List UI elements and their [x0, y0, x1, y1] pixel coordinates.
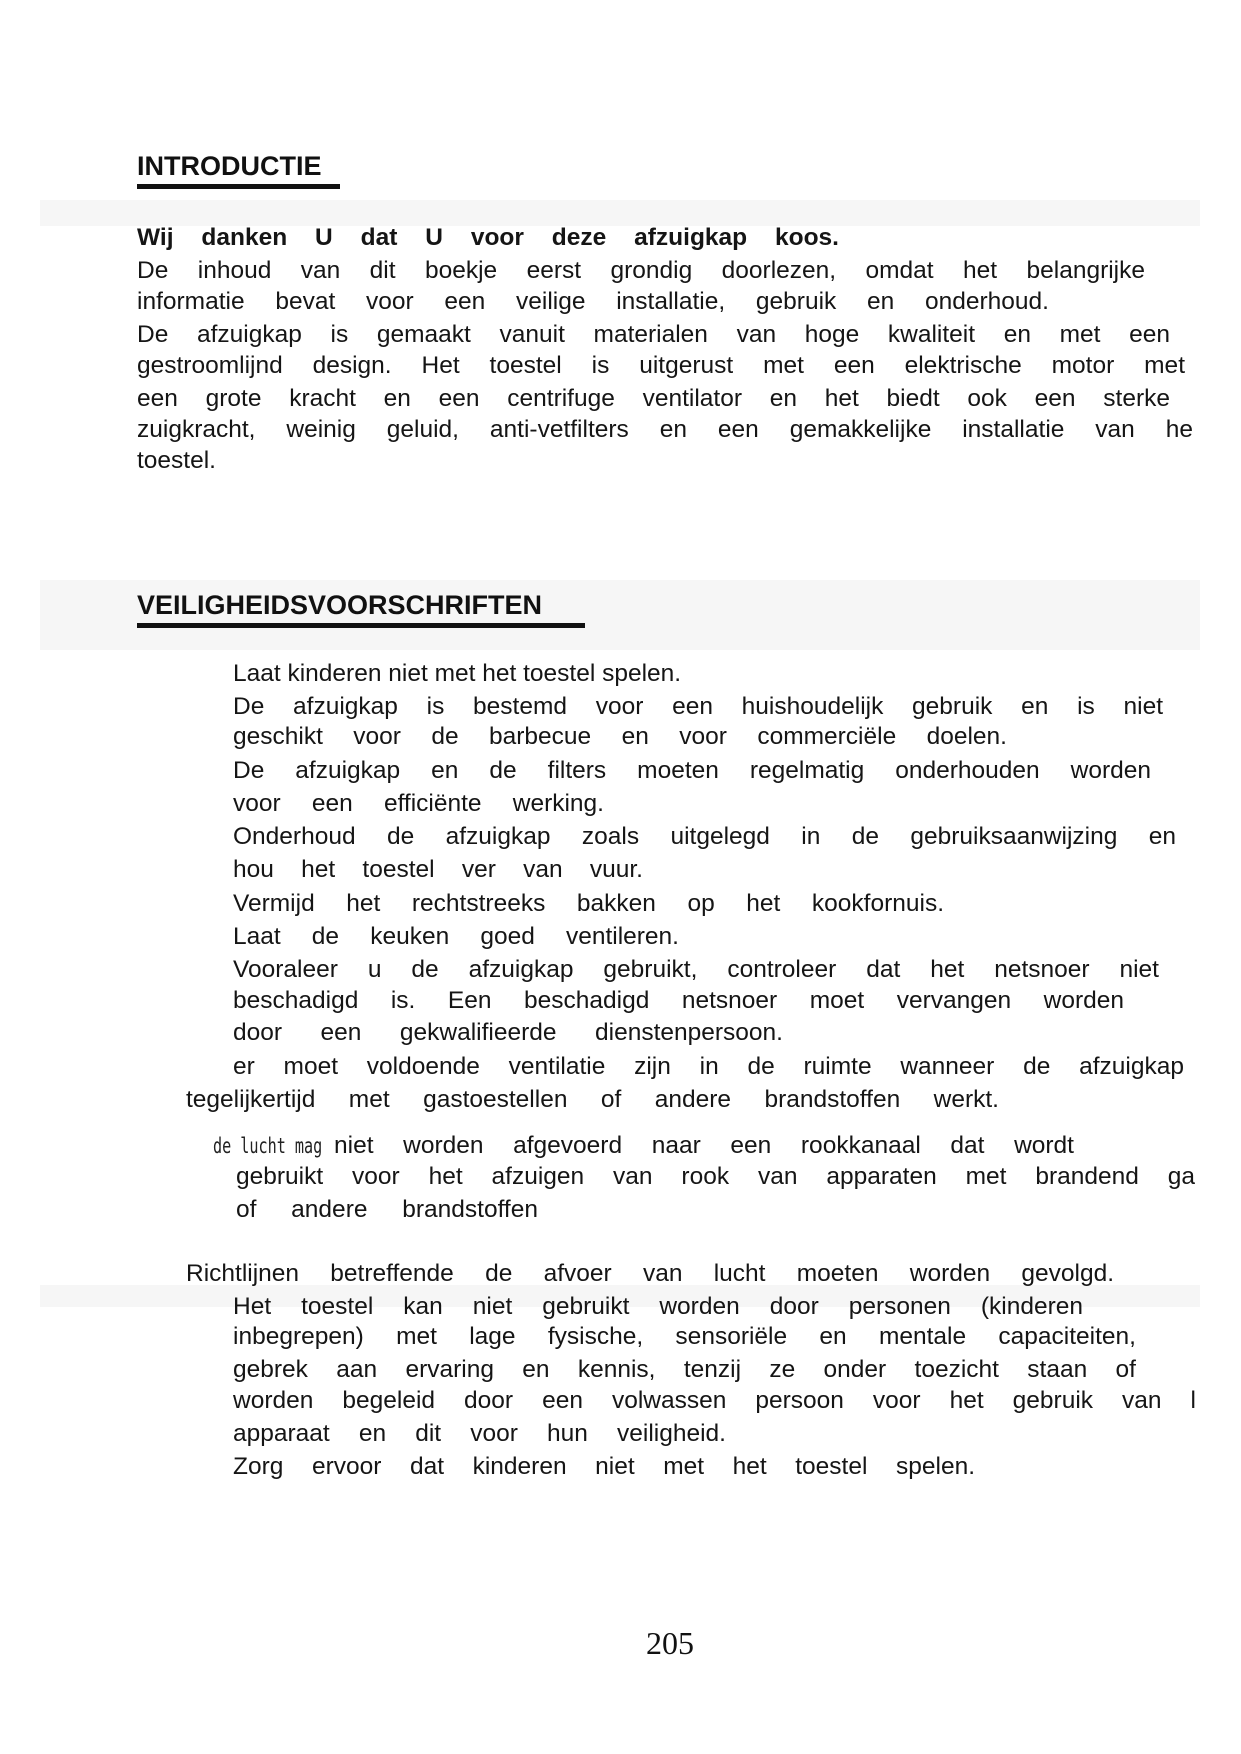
intro-line: De afzuigkap is gemaakt vanuit materialen van hoge kwaliteit en met een: [137, 321, 1170, 348]
safety-line: gebrek aan ervaring en kennis, tenzij ze onder toezicht staan of: [233, 1356, 1136, 1383]
safety-line: gebruikt voor het afzuigen van rook van apparaten met brandend ga: [236, 1163, 1195, 1190]
safety-line: voor een efficiënte werking.: [233, 790, 604, 817]
intro-line: informatie bevat voor een veilige installatie, gebruik en onderhoud.: [137, 288, 1049, 315]
safety-line: Vermijd het rechtstreeks bakken op het kookfornuis.: [233, 890, 944, 917]
safety-line: worden begeleid door een volwassen persoon voor het gebruik van l: [233, 1387, 1196, 1414]
intro-line: gestroomlijnd design. Het toestel is uitgerust met een elektrische motor met: [137, 352, 1185, 379]
intro-line: zuigkracht, weinig geluid, anti-vetfilters en een gemakkelijke installatie van he: [137, 416, 1193, 443]
safety-line: apparaat en dit voor hun veiligheid.: [233, 1420, 726, 1447]
safety-line: inbegrepen) met lage fysische, sensoriële en mentale capaciteiten,: [233, 1323, 1136, 1350]
safety-line: niet worden afgevoerd naar een rookkanaal dat wordt: [334, 1132, 1074, 1159]
intro-line: toestel.: [137, 447, 216, 474]
section-heading-veiligheidsvoorschriften: [137, 589, 542, 621]
intro-lead: Wij danken U dat U voor deze afzuigkap koos.: [137, 224, 839, 251]
safety-line: De afzuigkap is bestemd voor een huishoudelijk gebruik en is niet: [233, 693, 1163, 720]
safety-line: er moet voldoende ventilatie zijn in de ruimte wanneer de afzuigkap: [233, 1053, 1184, 1080]
heading-underline: [137, 184, 340, 189]
page-number: 205: [646, 1625, 694, 1661]
safety-line: Het toestel kan niet gebruikt worden door personen (kinderen: [233, 1293, 1083, 1320]
safety-line: Zorg ervoor dat kinderen niet met het toestel spelen.: [233, 1453, 975, 1480]
safety-line: of andere brandstoffen: [236, 1196, 538, 1223]
safety-line: Onderhoud de afzuigkap zoals uitgelegd in de gebruiksaanwijzing en: [233, 823, 1176, 850]
safety-line: Laat de keuken goed ventileren.: [233, 923, 679, 950]
heading-text: VEILIGHEIDSVOORSCHRIFTEN: [137, 590, 543, 620]
safety-line: door een gekwalifieerde dienstenpersoon.: [233, 1019, 783, 1046]
safety-line: Laat kinderen niet met het toestel spelen.: [233, 660, 682, 687]
safety-line: Richtlijnen betreffende de afvoer van lucht moeten worden gevolgd.: [186, 1260, 1114, 1287]
overlay-label: de lucht mag: [213, 1134, 323, 1158]
heading-text: INTRODUCTIE: [137, 151, 322, 181]
heading-underline: [137, 623, 585, 628]
section-heading-introductie: [137, 150, 322, 182]
safety-line: tegelijkertijd met gastoestellen of andere brandstoffen werkt.: [186, 1086, 999, 1113]
safety-line: beschadigd is. Een beschadigd netsnoer moet vervangen worden: [233, 987, 1124, 1014]
safety-line: hou het toestel ver van vuur.: [233, 856, 643, 883]
safety-line: De afzuigkap en de filters moeten regelmatig onderhouden worden: [233, 757, 1151, 784]
safety-line: geschikt voor de barbecue en voor commerciële doelen.: [233, 723, 1007, 750]
safety-line: Vooraleer u de afzuigkap gebruikt, controleer dat het netsnoer niet: [233, 956, 1159, 983]
intro-line: De inhoud van dit boekje eerst grondig doorlezen, omdat het belangrijke: [137, 257, 1145, 284]
intro-line: een grote kracht en een centrifuge ventilator en het biedt ook een sterke: [137, 385, 1170, 412]
